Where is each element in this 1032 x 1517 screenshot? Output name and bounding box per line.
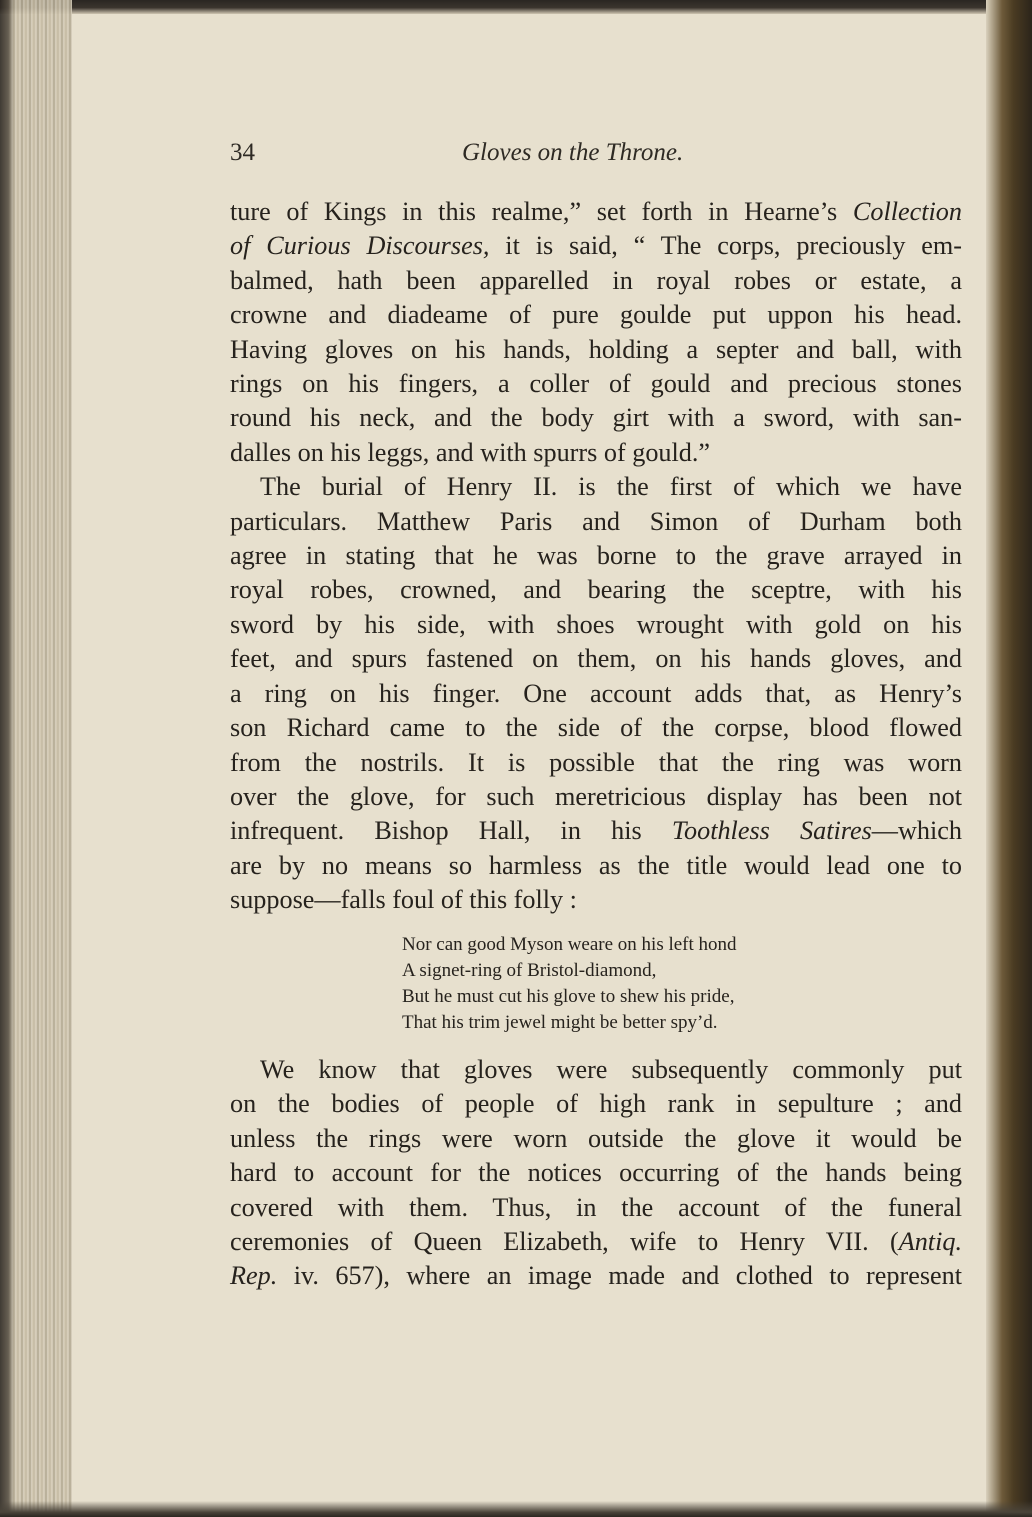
text-line [230, 1156, 962, 1190]
text-line [230, 470, 962, 504]
text-run: —which [871, 816, 962, 846]
text-run: from the nostrils. It is possible that the ring was worn [230, 747, 962, 777]
text-line [230, 436, 962, 470]
text-line [230, 195, 962, 229]
page-number: 34 [230, 139, 255, 166]
text-line [230, 505, 962, 539]
text-run: are by no means so harmless as the title would lead one to [230, 850, 962, 880]
text-run: We know that gloves were subsequently commonly put [260, 1055, 962, 1084]
text-line [230, 539, 962, 573]
verse-line: A signet-ring of Bristol-diamond, [402, 960, 657, 981]
body-text-top [230, 195, 962, 918]
text-line [230, 229, 962, 263]
text-run: feet, and spurs fastened on them, on his hands gloves, and [230, 644, 962, 674]
paragraph-2 [230, 470, 962, 917]
text-line [230, 1225, 962, 1259]
verse-line: That his trim jewel might be better spy’d. [402, 1012, 718, 1033]
text-run: agree in stating that he was borne to the grave arrayed in [230, 541, 962, 571]
text-line [230, 401, 962, 435]
text-line [230, 677, 962, 711]
text-line [230, 746, 962, 780]
italic-text: Toothless Satires [671, 816, 872, 846]
italic-text: Rep. [230, 1261, 278, 1291]
text-run: round his neck, and the body girt with a sword, with san- [230, 403, 962, 433]
text-run: royal robes, crowned, and bearing the sceptre, with his [230, 575, 962, 605]
running-title: Gloves on the Throne. [462, 139, 684, 166]
text-line [230, 1191, 962, 1225]
text-run: infrequent. Bishop Hall, in his [230, 816, 672, 846]
text-run: on the bodies of people of high rank in sepulture ; and [230, 1089, 962, 1119]
verse-quotation [402, 932, 822, 1036]
text-line [230, 642, 962, 676]
text-line [230, 1053, 962, 1087]
text-line [230, 333, 962, 367]
text-run: hard to account for the notices occurring of the hands being [230, 1158, 962, 1188]
body-text-bottom [230, 1053, 962, 1294]
page-bottom-shadow [0, 1501, 1032, 1517]
text-run: balmed, hath been apparelled in royal robes or estate, a [230, 265, 962, 295]
text-line [230, 298, 962, 332]
text-line [230, 367, 962, 401]
page-top-shadow [0, 0, 1032, 14]
text-run: ceremonies of Queen Elizabeth, wife to Henry VII. ( [230, 1227, 899, 1257]
text-run: iv. 657), where an image made and clothed to represent [277, 1261, 962, 1291]
text-line [230, 780, 962, 814]
book-gutter-page-edges [0, 0, 72, 1517]
running-header [230, 139, 960, 173]
text-run: particulars. Matthew Paris and Simon of Durham both [230, 506, 962, 536]
text-line [230, 883, 962, 917]
text-run: over the glove, for such meretricious display has been not [230, 781, 962, 811]
text-run: crowne and diadeame of pure goulde put uppon his head. [230, 300, 962, 330]
text-run: ture of Kings in this realme,” set forth in Hearne’s [230, 197, 853, 226]
text-run: son Richard came to the side of the corpse, blood flowed [230, 713, 962, 743]
verse-line: Nor can good Myson weare on his left hond [402, 934, 737, 955]
verse-line: But he must cut his glove to shew his pride, [402, 986, 735, 1007]
text-run: suppose—falls foul of this folly : [230, 885, 577, 915]
text-line [230, 1087, 962, 1121]
text-line [230, 264, 962, 298]
italic-text: of Curious Discourses, [230, 231, 490, 261]
text-line [230, 711, 962, 745]
text-run: dalles on his leggs, and with spurrs of gould.” [230, 437, 711, 467]
text-run: rings on his fingers, a coller of gould and precious stones [230, 369, 962, 399]
text-line [230, 814, 962, 848]
text-line [230, 1259, 962, 1293]
text-run: covered with them. Thus, in the account of the funeral [230, 1192, 962, 1222]
text-line [230, 1122, 962, 1156]
text-run: The burial of Henry II. is the first of which we have [260, 472, 962, 502]
text-line [230, 608, 962, 642]
text-line [230, 849, 962, 883]
text-run: it is said, “ The corps, preciously em- [489, 231, 962, 261]
italic-text: Collection [852, 197, 962, 226]
paragraph-3 [230, 1053, 962, 1294]
text-run: a ring on his finger. One account adds that, as Henry’s [230, 678, 962, 708]
italic-text: Antiq. [898, 1227, 962, 1257]
text-run: Having gloves on his hands, holding a septer and ball, with [230, 334, 962, 364]
text-run: unless the rings were worn outside the glove it would be [230, 1123, 962, 1153]
text-line [230, 573, 962, 607]
text-run: sword by his side, with shoes wrought with gold on his [230, 609, 962, 639]
paragraph-1 [230, 195, 962, 470]
book-cover-edge [986, 0, 1032, 1517]
